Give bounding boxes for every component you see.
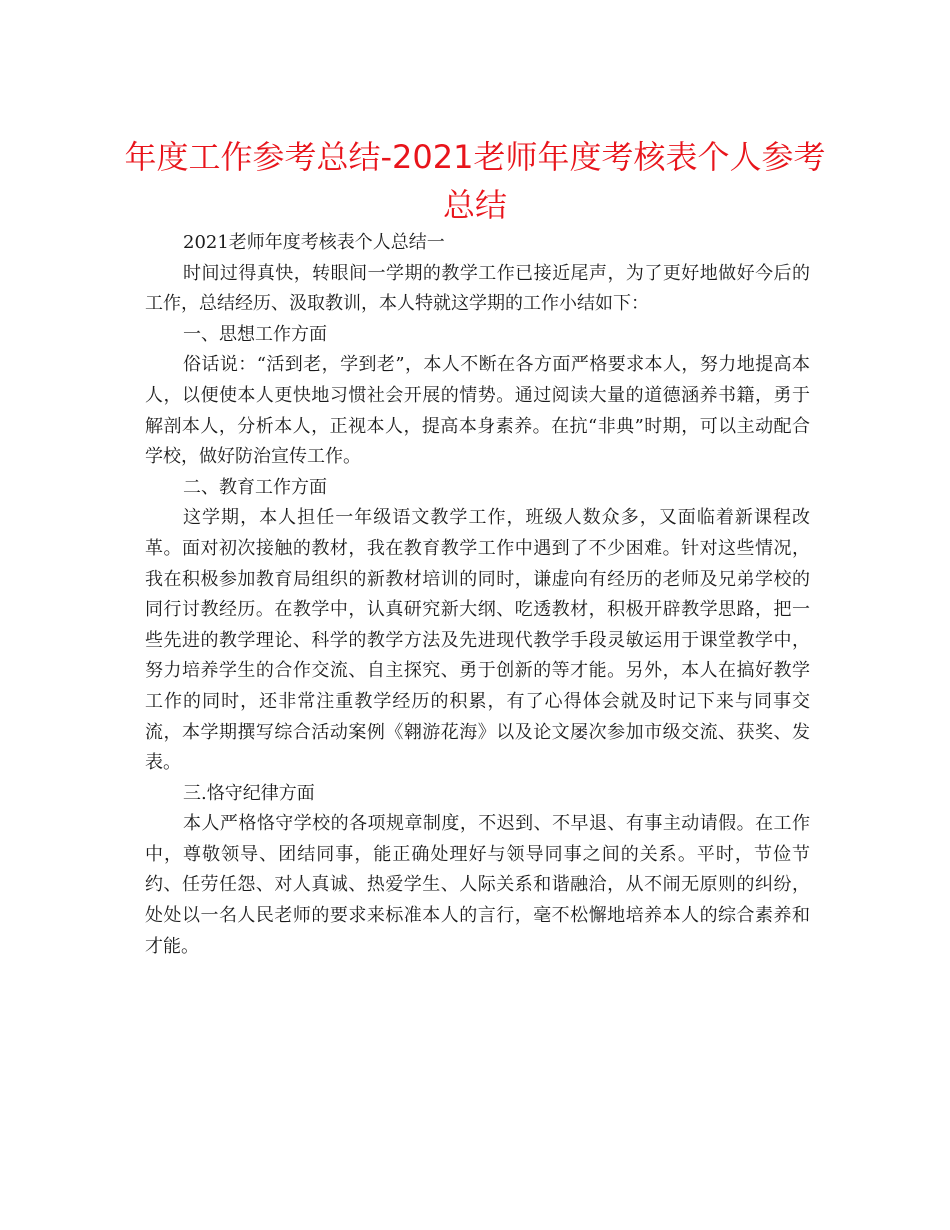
section-subtitle: 2021老师年度考核表个人总结一 [183,232,445,253]
document-title: 年度工作参考总结-2021老师年度考核表个人参考总结 [124,138,826,224]
intro-paragraph: 时间过得真快，转眼间一学期的教学工作已接近尾声，为了更好地做好今后的工作，总结经历、汲取教训，本人特就这学期的工作小结如下： [145,262,810,315]
section-heading-discipline: 三.恪守纪律方面 [183,782,315,804]
section-heading-education: 二、教育工作方面 [183,476,327,498]
section-heading-ideology: 一、思想工作方面 [183,323,327,345]
document-body [145,228,810,962]
education-paragraph: 这学期，本人担任一年级语文教学工作，班级人数众多，又面临着新课程改革。面对初次接触的教材，我在教育教学工作中遇到了不少困难。针对这些情况，我在积极参加教育局组织的新教材培训的同时，谦虚向有经历的老师及兄弟学校的同行讨教经历。在教学中，认真研究新大纲、吃透教材，积极开辟教学思路，把一些先进的教学理论、科学的教学方法及先进现代教学手段灵敏运用于课堂教学中，努力培养学生的合作交流、自主探究、勇于创新的等才能。另外，本人在搞好教学工作的同时，还非常注重教学经历的积累，有了心得体会就及时记下来与同事交流，本学期撰写综合活动案例《翱游花海》以及论文屡次参加市级交流、获奖、发表。 [145,507,810,774]
ideology-paragraph: 俗话说：“活到老，学到老”，本人不断在各方面严格要求本人，努力地提高本人，以便使本人更快地习惯社会开展的情势。通过阅读大量的道德涵养书籍，勇于解剖本人，分析本人，正视本人，提高本身素养。在抗“非典”时期，可以主动配合学校，做好防治宣传工作。 [145,354,810,468]
discipline-paragraph: 本人严格恪守学校的各项规章制度，不迟到、不早退、有事主动请假。在工作中，尊敬领导、团结同事，能正确处理好与领导同事之间的关系。平时，节俭节约、任劳任怨、对人真诚、热爱学生、人际关系和谐融洽，从不闹无原则的纠纷，处处以一名人民老师的要求来标准本人的言行，毫不松懈地培养本人的综合素养和才能。 [145,813,810,957]
